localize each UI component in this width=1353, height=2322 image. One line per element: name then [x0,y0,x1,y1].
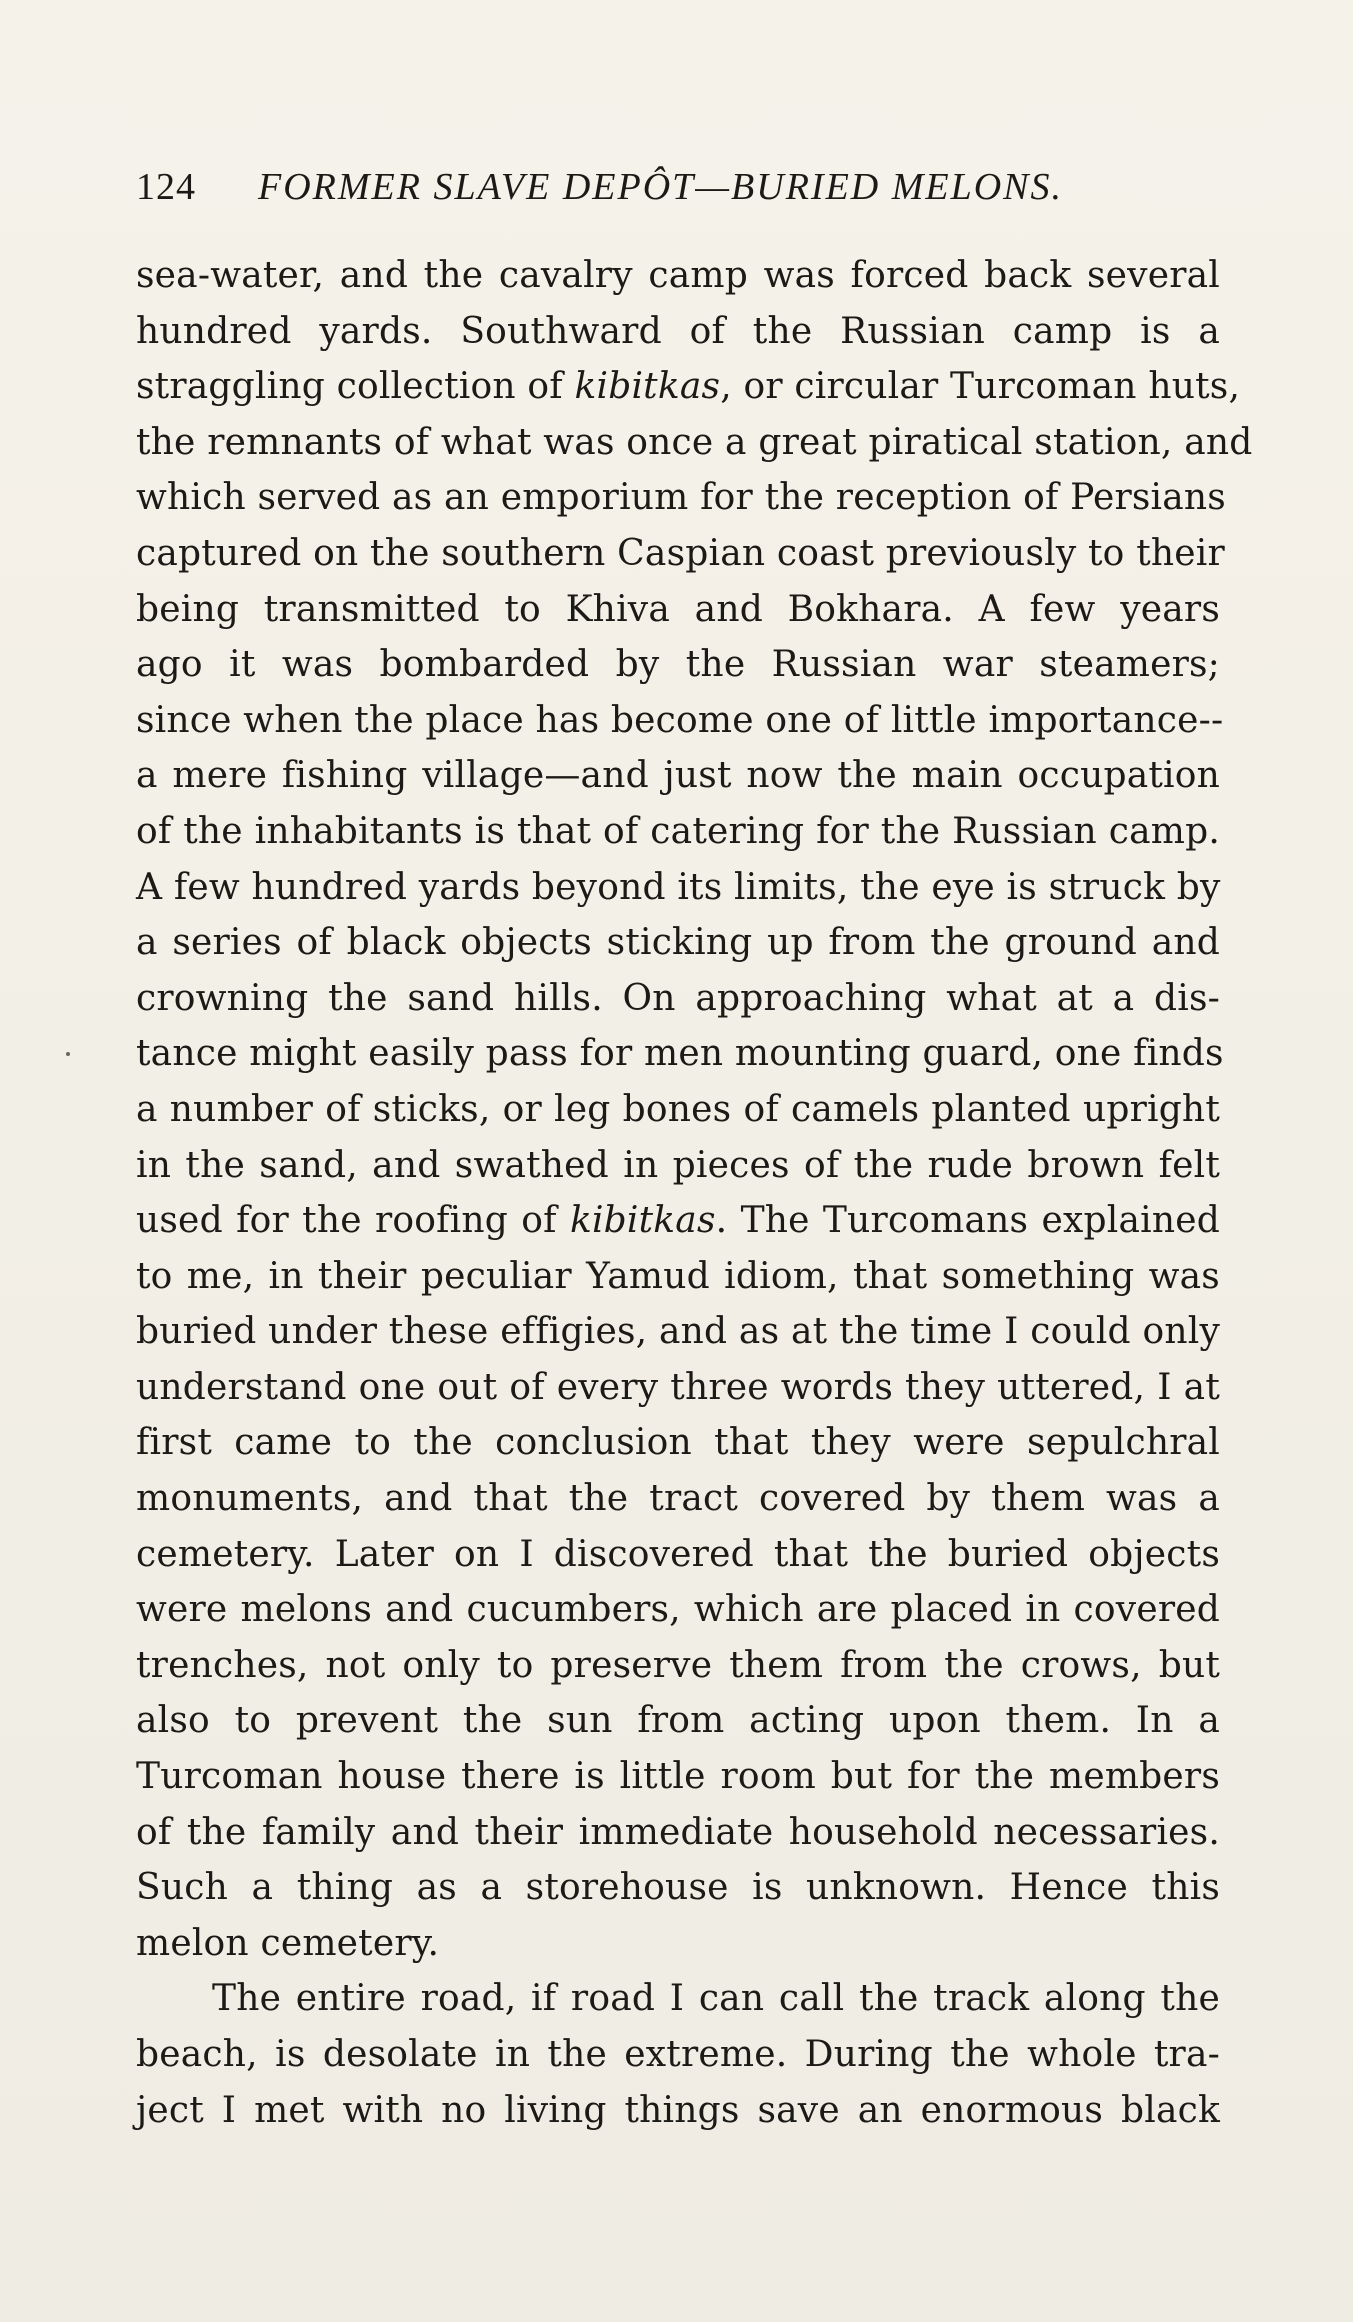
page-header [136,160,1220,214]
italic-term: kibitkas [569,1200,716,1242]
text-line: understand one out of every three words they uttered, I at [136,1366,1220,1408]
text-line: monuments, and that the tract covered by them was a [136,1478,1220,1520]
margin-dot [66,1052,70,1056]
text-line: to me, in their peculiar Yamud idiom, that something was [136,1255,1220,1297]
text-run: straggling collection of [136,366,575,408]
text-line: first came to the conclusion that they were sepulchral [136,1422,1220,1464]
text-line: crowning the sand hills. On approaching what at a dis- [136,977,1220,1019]
text-line: ago it was bombarded by the Russian war steamers; [136,644,1220,686]
text-line: which served as an emporium for the reception of Persians [136,477,1226,519]
text-line: beach, is desolate in the extreme. During the whole tra- [136,2034,1220,2075]
text-line: a number of sticks, or leg bones of camels planted upright [136,1088,1220,1130]
text-line: cemetery. Later on I discovered that the buried objects [136,1533,1220,1575]
text-line: hundred yards. Southward of the Russian camp is a [136,310,1220,352]
text-line: of the inhabitants is that of catering for the Russian camp. [136,810,1220,852]
text-run: used for the roofing of [136,1200,570,1242]
running-title: FORMER SLAVE DEPÔT—BURIED MELONS. [258,166,1064,208]
text-line: ject I met with no living things save an enormous black [136,2089,1220,2131]
text-line: since when the place has become one of little importance-- [136,699,1224,741]
text-line: a series of black objects sticking up from the ground and [136,922,1220,964]
text-line: buried under these effigies, and as at the time I could only [136,1311,1220,1353]
text-line: the remnants of what was once a great piratical station, and [136,421,1253,463]
text-line: Such a thing as a storehouse is unknown. Hence this [136,1867,1220,1909]
body-text [136,248,1253,2138]
page-number: 124 [136,166,196,208]
text-line [136,1193,1220,1249]
text-line: were melons and cucumbers, which are placed in covered [136,1589,1220,1631]
text-line: tance might easily pass for men mounting guard, one finds [136,1033,1224,1075]
text-run: , or circular Turcoman huts, [720,366,1241,408]
text-line: captured on the southern Caspian coast previously to their [136,532,1225,574]
text-line: A few hundred yards beyond its limits, the eye is struck by [136,866,1221,908]
text-line: Turcoman house there is little room but for the members [136,1756,1220,1798]
text-line: melon cemetery. [136,1922,440,1964]
text-line [136,359,1241,415]
text-line: of the family and their immediate household necessaries. [136,1811,1220,1853]
text-line: being transmitted to Khiva and Bokhara. A few years [136,588,1220,630]
text-line: trenches, not only to preserve them from the crows, but [136,1644,1220,1686]
text-line: The entire road, if road I can call the track along the [212,1978,1220,2020]
text-line: also to prevent the sun from acting upon them. In a [136,1700,1220,1742]
text-line: in the sand, and swathed in pieces of the rude brown felt [136,1144,1220,1186]
text-run: . The Turcomans explained [715,1200,1220,1242]
text-line: a mere fishing village—and just now the main occupation [136,755,1220,797]
italic-term: kibitkas [574,366,721,408]
text-line: sea-water, and the cavalry camp was forced back several [136,255,1220,296]
